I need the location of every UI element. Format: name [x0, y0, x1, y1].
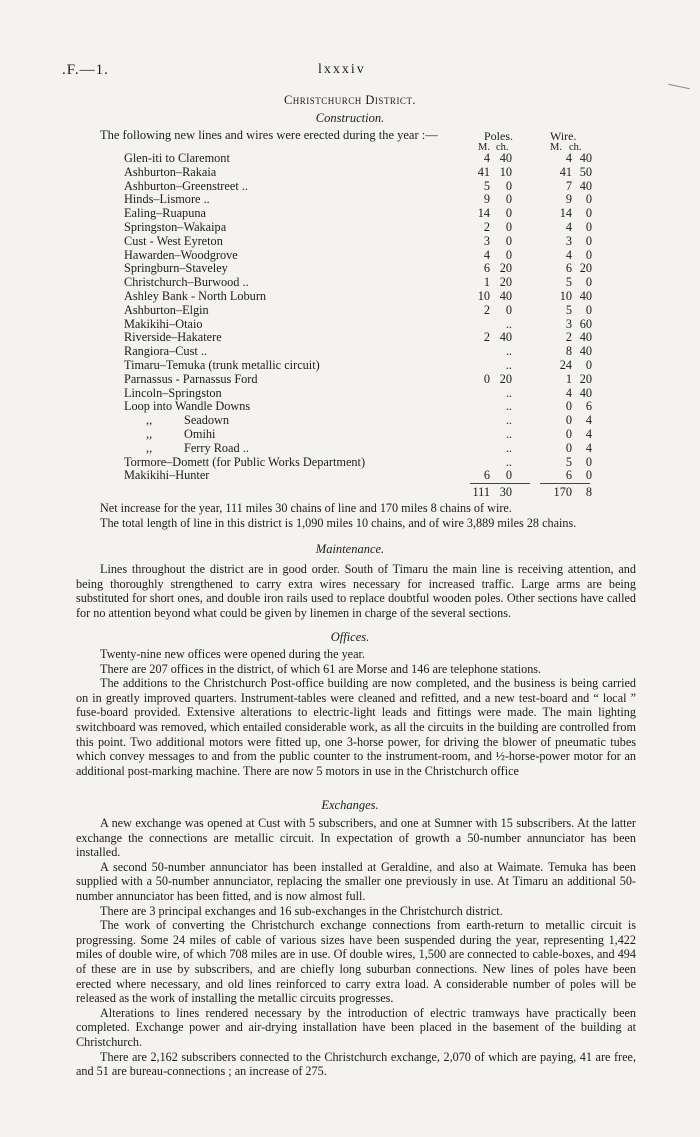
poles-miles: 1 — [483, 275, 490, 290]
route-name: Loop into Wandle Downs — [124, 399, 251, 414]
ditto-mark: ,, — [146, 427, 153, 441]
wire-chains: 40 — [579, 344, 592, 359]
route-name: Hinds–Lismore .. — [124, 192, 210, 207]
table-row — [124, 290, 594, 304]
ditto-mark: ,, — [146, 440, 153, 455]
wire-chains: 20 — [579, 371, 592, 386]
route-name: Ashburton–Elgin — [124, 302, 209, 317]
exchanges-heading: Exchanges. — [321, 798, 379, 812]
wire-miles: 9 — [565, 192, 572, 207]
poles-miles: 10 — [477, 289, 490, 303]
table-row — [124, 276, 594, 290]
table-row — [124, 207, 594, 221]
poles-chains: 40 — [499, 330, 512, 345]
offices-section — [76, 647, 636, 778]
wire-chains: 40 — [579, 289, 592, 303]
poles-miles: 9 — [483, 192, 490, 207]
poles-chains: 0 — [505, 220, 512, 234]
route-name: Tormore–Domett (for Public Works Department) — [124, 454, 366, 469]
document-code: .F.—1. — [62, 62, 109, 78]
exchanges-paragraph-1: A new exchange was opened at Cust with 5 subscribers, and one at Sumner with 15 subscribers. At the latter exchange the connections are metallic circuit. In expectation of growth a 50-number annunciator has been installed. — [76, 816, 636, 860]
poles-total-chains: 30 — [499, 485, 512, 499]
poles-chains: .. — [505, 385, 512, 400]
wire-chains: 4 — [585, 427, 592, 441]
exchanges-paragraph-5: Alterations to lines rendered necessary by the introduction of electric tramways have practically been completed. Exchange power and air-drying installation have been placed in the basement of the building at Christchurch. — [76, 1005, 636, 1049]
poles-chains: .. — [505, 399, 512, 414]
poles-total-rule — [470, 483, 530, 484]
route-name: Cust - West Eyreton — [124, 233, 223, 248]
wire-chains-subheader: ch. — [569, 142, 582, 153]
poles-chains: .. — [505, 358, 512, 372]
poles-miles: 3 — [483, 233, 490, 248]
poles-chains: .. — [505, 316, 512, 331]
wire-miles: 6 — [565, 468, 572, 483]
wire-miles: 4 — [565, 247, 572, 262]
district-title: Christchurch District. — [283, 93, 417, 107]
poles-chains: 20 — [499, 371, 512, 386]
wire-column-header: Wire. — [550, 129, 577, 143]
table-row — [124, 345, 594, 359]
poles-miles: 6 — [483, 468, 490, 483]
offices-paragraph-3: The additions to the Christchurch Post-office building are now completed, and the business is being carried on in greatly improved quarters. Instrument-tables were cleaned and refitted, and a new test-board and “ local ” fuse-board provided. Extensive alterations to electric-light leads and fittings were made. The main lighting switchboard was removed, which entailed considerable work, as all the circuits in the building are controlled from this point. Two additional motors were fitted up, one 3-horse power, for driving the blower of pneumatic tubes which convey messages to and from the public counter to the instrument-room, and ½-horse-power motor for an additional post-marking machine. There are now 5 motors in use in the Christchurch office — [76, 676, 636, 778]
wire-chains: 0 — [585, 468, 592, 483]
wire-miles: 14 — [559, 206, 572, 221]
route-name: Ferry Road .. — [184, 440, 249, 455]
wire-miles: 7 — [565, 178, 572, 193]
wire-miles: 41 — [559, 164, 572, 179]
poles-chains-subheader: ch. — [496, 142, 509, 153]
table-row — [124, 456, 594, 470]
wire-chains: 0 — [585, 247, 592, 262]
ditto-mark: ,, — [146, 413, 153, 428]
route-name: Omihi — [184, 427, 216, 441]
poles-miles: 0 — [483, 371, 490, 386]
poles-miles: 2 — [483, 220, 490, 234]
wire-miles: 4 — [565, 220, 572, 234]
wire-miles: 0 — [565, 413, 572, 428]
poles-chains: 40 — [499, 151, 512, 165]
net-increase-text: Net increase for the year, 111 miles 30 chains of line and 170 miles 8 chains of wire. — [100, 501, 512, 515]
table-row — [124, 262, 594, 276]
poles-total-miles: 111 — [472, 485, 490, 499]
table-row — [124, 373, 594, 387]
table-row — [124, 414, 594, 428]
poles-miles: 4 — [483, 151, 490, 165]
wire-chains: 40 — [579, 385, 592, 400]
exchanges-paragraph-4: The work of converting the Christchurch exchange connections from earth-return to metallic circuit is progressing. Some 24 miles of cable of various sizes have been suspended during the year, representing 1,422 miles of double wire, of which 708 miles are in use. Of double wires, 1,500 are connected to cable-boxes, and 494 of these are in use by subscribers, and are chiefly long suburban connections. New lines of poles have been erected where necessary, and old lines reinforced to carry extra load. A considerable number of poles will be released as the work of installing the metallic circuits progresses. — [76, 918, 636, 1006]
table-row — [124, 359, 594, 373]
poles-chains: 10 — [499, 164, 512, 179]
wire-chains: 0 — [585, 454, 592, 469]
poles-miles-subheader: M. — [478, 142, 490, 153]
wire-miles: 0 — [565, 399, 572, 414]
table-row — [124, 318, 594, 332]
route-name: Ealing–Ruapuna — [124, 206, 206, 221]
poles-chains: 0 — [505, 468, 512, 483]
poles-chains: .. — [505, 427, 512, 441]
page-number: lxxxiv — [318, 62, 366, 77]
route-name: Ashley Bank - North Loburn — [124, 289, 267, 303]
wire-chains: 40 — [579, 178, 592, 193]
route-name: Makikihi–Hunter — [124, 468, 210, 483]
wire-miles-subheader: M. — [550, 142, 562, 153]
poles-miles: 14 — [477, 206, 490, 221]
wire-chains: 0 — [585, 206, 592, 221]
construction-heading: Construction. — [315, 111, 385, 125]
exchanges-section — [76, 816, 636, 1079]
poles-chains: 0 — [505, 233, 512, 248]
table-row — [124, 469, 594, 483]
table-row — [124, 442, 594, 456]
wire-miles: 6 — [565, 261, 572, 276]
totals-row — [124, 486, 594, 500]
poles-chains: 0 — [505, 302, 512, 317]
poles-miles: 4 — [483, 247, 490, 262]
poles-miles: 5 — [483, 178, 490, 193]
wire-chains: 40 — [579, 151, 592, 165]
wire-chains: 0 — [585, 233, 592, 248]
route-name: Springston–Wakaipa — [124, 220, 227, 234]
scan-mark — [668, 84, 690, 90]
wire-chains: 4 — [585, 413, 592, 428]
route-name: Lincoln–Springston — [124, 385, 222, 400]
poles-miles: 6 — [483, 261, 490, 276]
route-name: Seadown — [184, 413, 230, 428]
offices-heading: Offices. — [330, 630, 370, 644]
table-row — [124, 331, 594, 345]
poles-chains: 20 — [499, 275, 512, 290]
table-row — [124, 166, 594, 180]
construction-intro: The following new lines and wires were erected during the year :— — [100, 128, 438, 142]
wire-total-rule — [540, 483, 590, 484]
wire-chains: 60 — [579, 316, 592, 331]
poles-miles: 2 — [483, 330, 490, 345]
route-name: Parnassus - Parnassus Ford — [124, 371, 258, 386]
maintenance-paragraph: Lines throughout the district are in good order. South of Timaru the main line is receiving attention, and being thoroughly strengthened to carry extra wires necessary for increased traffic. Large arms are being substituted for short ones, and double iron rails used to replace doubtful wooden poles. Other sections have called for no attention beyond what could be given by linemen in charge of the several sections. — [76, 562, 636, 620]
poles-chains: .. — [505, 454, 512, 469]
table-row — [124, 400, 594, 414]
table-row — [124, 304, 594, 318]
wire-miles: 3 — [565, 316, 572, 331]
wire-chains: 20 — [579, 261, 592, 276]
wire-miles: 0 — [565, 427, 572, 441]
table-row — [124, 387, 594, 401]
poles-chains: 40 — [499, 289, 512, 303]
table-row — [124, 193, 594, 207]
wire-chains: 50 — [579, 164, 592, 179]
route-name: Ashburton–Rakaia — [124, 164, 217, 179]
table-row — [124, 249, 594, 263]
maintenance-heading: Maintenance. — [315, 542, 385, 556]
wire-total-miles: 170 — [553, 485, 572, 499]
wire-miles: 24 — [559, 358, 572, 372]
wire-chains: 0 — [585, 358, 592, 372]
route-name: Rangiora–Cust .. — [124, 344, 207, 359]
offices-paragraph-1: Twenty-nine new offices were opened during the year. — [100, 647, 365, 661]
table-row — [124, 152, 594, 166]
poles-chains: 20 — [499, 261, 512, 276]
wire-chains: 0 — [585, 275, 592, 290]
poles-column-header: Poles. — [484, 129, 514, 143]
wire-miles: 5 — [565, 454, 572, 469]
offices-paragraph-2: There are 207 offices in the district, of which 61 are Morse and 146 are telephone stations. — [100, 661, 542, 676]
exchanges-paragraph-2: A second 50-number annunciator has been installed at Geraldine, and also at Waimate. Temuka has been supplied with a 50-number annunciator, replacing the smaller one previously in use. At Timaru an additional 50-number annunciator has been fitted, and is now almost full. — [76, 859, 636, 903]
wire-chains: 0 — [585, 220, 592, 234]
total-length-text: The total length of line in this district is 1,090 miles 10 chains, and of wire 3,889 miles 28 chains. — [100, 516, 577, 530]
wire-chains: 40 — [579, 330, 592, 345]
poles-chains: .. — [505, 344, 512, 359]
poles-miles: 2 — [483, 302, 490, 317]
poles-chains: .. — [505, 413, 512, 428]
table-row — [124, 235, 594, 249]
exchanges-paragraph-6: There are 2,162 subscribers connected to the Christchurch exchange, 2,070 of which are paying, 41 are free, and 51 are bureau-connections ; an increase of 275. — [76, 1049, 636, 1079]
maintenance-section — [76, 562, 636, 620]
poles-miles: 41 — [477, 164, 490, 179]
wire-miles: 3 — [565, 233, 572, 248]
route-name: Ashburton–Greenstreet .. — [124, 178, 248, 193]
wire-miles: 0 — [565, 440, 572, 455]
route-name: Christchurch–Burwood .. — [124, 275, 249, 290]
wire-miles: 4 — [565, 151, 572, 165]
route-name: Glen-iti to Claremont — [124, 151, 230, 165]
poles-chains: 0 — [505, 178, 512, 193]
route-name: Timaru–Temuka (trunk metallic circuit) — [124, 358, 320, 372]
wire-miles: 5 — [565, 275, 572, 290]
wire-miles: 5 — [565, 302, 572, 317]
wire-chains: 0 — [585, 302, 592, 317]
table-row — [124, 428, 594, 442]
poles-chains: 0 — [505, 206, 512, 221]
table-row — [124, 180, 594, 194]
wire-chains: 0 — [585, 192, 592, 207]
wire-miles: 4 — [565, 385, 572, 400]
route-name: Makikihi–Otaio — [124, 316, 203, 331]
table-row — [124, 221, 594, 235]
wire-chains: 4 — [585, 440, 592, 455]
wire-chains: 6 — [585, 399, 592, 414]
poles-chains: 0 — [505, 247, 512, 262]
route-name: Riverside–Hakatere — [124, 330, 222, 345]
wire-total-chains: 8 — [585, 485, 592, 499]
poles-chains: .. — [505, 440, 512, 455]
wire-miles: 1 — [565, 371, 572, 386]
wire-miles: 2 — [565, 330, 572, 345]
exchanges-paragraph-3: There are 3 principal exchanges and 16 sub-exchanges in the Christchurch district. — [100, 903, 503, 918]
wire-miles: 10 — [559, 289, 572, 303]
route-name: Hawarden–Woodgrove — [124, 247, 238, 262]
route-name: Springburn–Staveley — [124, 261, 228, 276]
poles-chains: 0 — [505, 192, 512, 207]
wire-miles: 8 — [565, 344, 572, 359]
